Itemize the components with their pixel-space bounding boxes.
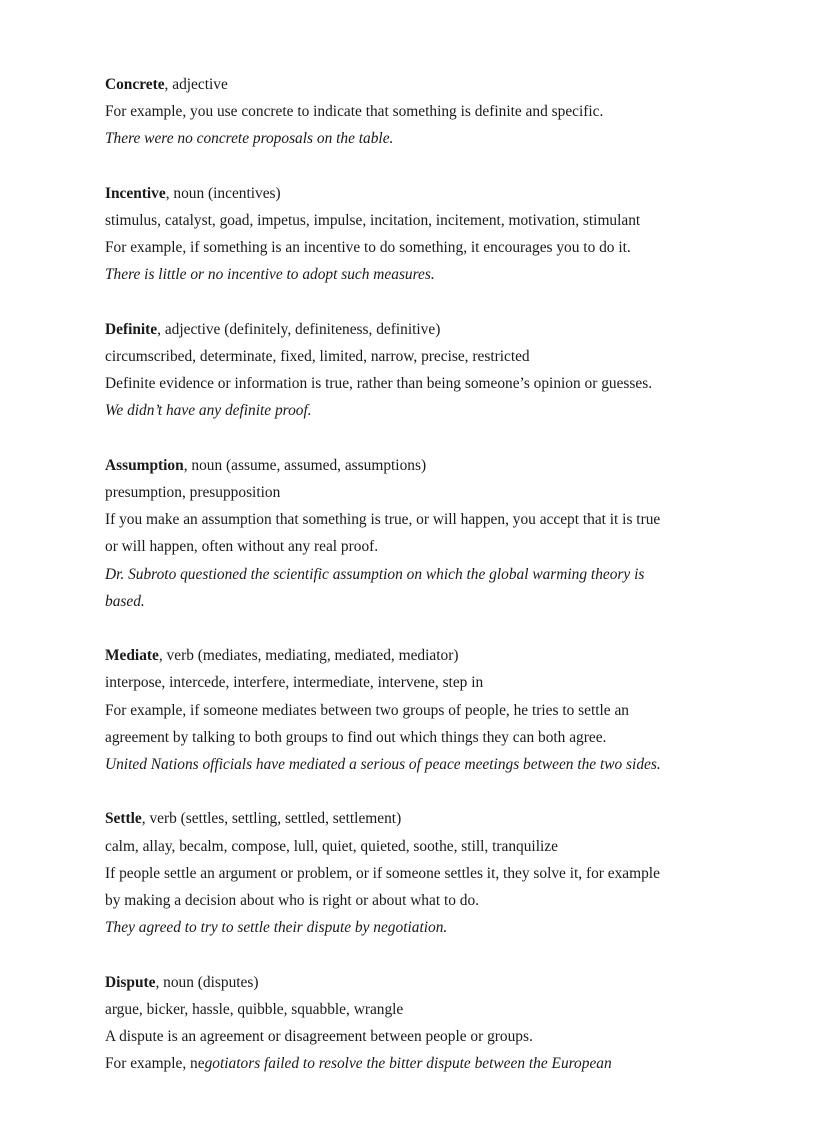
example-line: They agreed to try to settle their dispute by negotiation. xyxy=(105,919,448,937)
headword: Incentive xyxy=(105,184,166,202)
definition-line: For example, you use concrete to indicate that something is definite and specific. xyxy=(105,103,604,121)
part-of-speech: , adjective (definitely, definiteness, definitive) xyxy=(157,320,441,338)
entry-heading xyxy=(105,71,725,98)
entry-definite xyxy=(105,316,725,425)
entry-heading xyxy=(105,180,725,207)
entry-heading xyxy=(105,642,725,669)
entry-heading xyxy=(105,805,725,832)
example-line: There were no concrete proposals on the table. xyxy=(105,130,394,148)
entry-heading xyxy=(105,316,725,343)
entry-dispute xyxy=(105,969,725,1078)
definition-line: For example, if something is an incentive to do something, it encourages you to do it. xyxy=(105,239,631,257)
entry-heading xyxy=(105,969,725,996)
entry-concrete xyxy=(105,71,725,153)
example-line: based. xyxy=(105,592,145,610)
part-of-speech: , adjective xyxy=(164,76,228,93)
definition-line: or will happen, often without any real proof. xyxy=(105,538,379,556)
document-page xyxy=(105,71,725,1105)
definition-line: Definite evidence or information is true, rather than being someone’s opinion or guesses. xyxy=(105,375,653,393)
synonyms-line: calm, allay, becalm, compose, lull, quiet, quieted, soothe, still, tranquilize xyxy=(105,837,558,855)
headword: Definite xyxy=(105,320,158,338)
part-of-speech: , noun (disputes) xyxy=(155,973,259,991)
headword: Assumption xyxy=(105,456,184,474)
definition-line: by making a decision about who is right or about what to do. xyxy=(105,892,480,910)
example-line: Dr. Subroto questioned the scientific assumption on which the global warming theory is xyxy=(105,565,645,583)
synonyms-line: stimulus, catalyst, goad, impetus, impulse, incitation, incitement, motivation, stimulant xyxy=(105,212,641,229)
part-of-speech: , verb (settles, settling, settled, settlement) xyxy=(141,810,402,828)
definition-line: agreement by talking to both groups to find out which things they can both agree. xyxy=(105,728,607,746)
synonyms-line: argue, bicker, hassle, quibble, squabble, wrangle xyxy=(105,1000,404,1018)
part-of-speech: , noun (assume, assumed, assumptions) xyxy=(183,456,427,474)
example-prefix: For example, ne xyxy=(105,1055,205,1073)
synonyms-line: presumption, presupposition xyxy=(105,484,281,501)
example-line: We didn’t have any definite proof. xyxy=(105,402,312,420)
definition-line: For example, if someone mediates between two groups of people, he tries to settle an xyxy=(105,701,629,719)
example-line: United Nations officials have mediated a serious of peace meetings between the two sides. xyxy=(105,756,661,774)
entry-mediate xyxy=(105,642,725,778)
headword: Dispute xyxy=(105,973,156,991)
part-of-speech: , noun (incentives) xyxy=(165,184,281,202)
definition-line: If people settle an argument or problem, or if someone settles it, they solve it, for example xyxy=(105,864,660,882)
definition-line: If you make an assumption that something is true, or will happen, you accept that it is true xyxy=(105,511,661,529)
headword: Concrete xyxy=(105,76,165,93)
entry-assumption xyxy=(105,452,725,615)
headword: Settle xyxy=(105,810,142,828)
entry-heading xyxy=(105,452,725,479)
entry-incentive xyxy=(105,180,725,289)
part-of-speech: , verb (mediates, mediating, mediated, mediator) xyxy=(158,647,459,665)
synonyms-line: interpose, intercede, interfere, intermediate, intervene, step in xyxy=(105,674,484,692)
example-line: There is little or no incentive to adopt such measures. xyxy=(105,266,435,284)
synonyms-line: circumscribed, determinate, fixed, limited, narrow, precise, restricted xyxy=(105,348,530,365)
definition-line: A dispute is an agreement or disagreement between people or groups. xyxy=(105,1028,533,1046)
example-text: gotiators failed to resolve the bitter dispute between the European xyxy=(204,1055,612,1073)
headword: Mediate xyxy=(105,647,159,665)
example-line xyxy=(105,1050,725,1077)
entry-settle xyxy=(105,805,725,941)
